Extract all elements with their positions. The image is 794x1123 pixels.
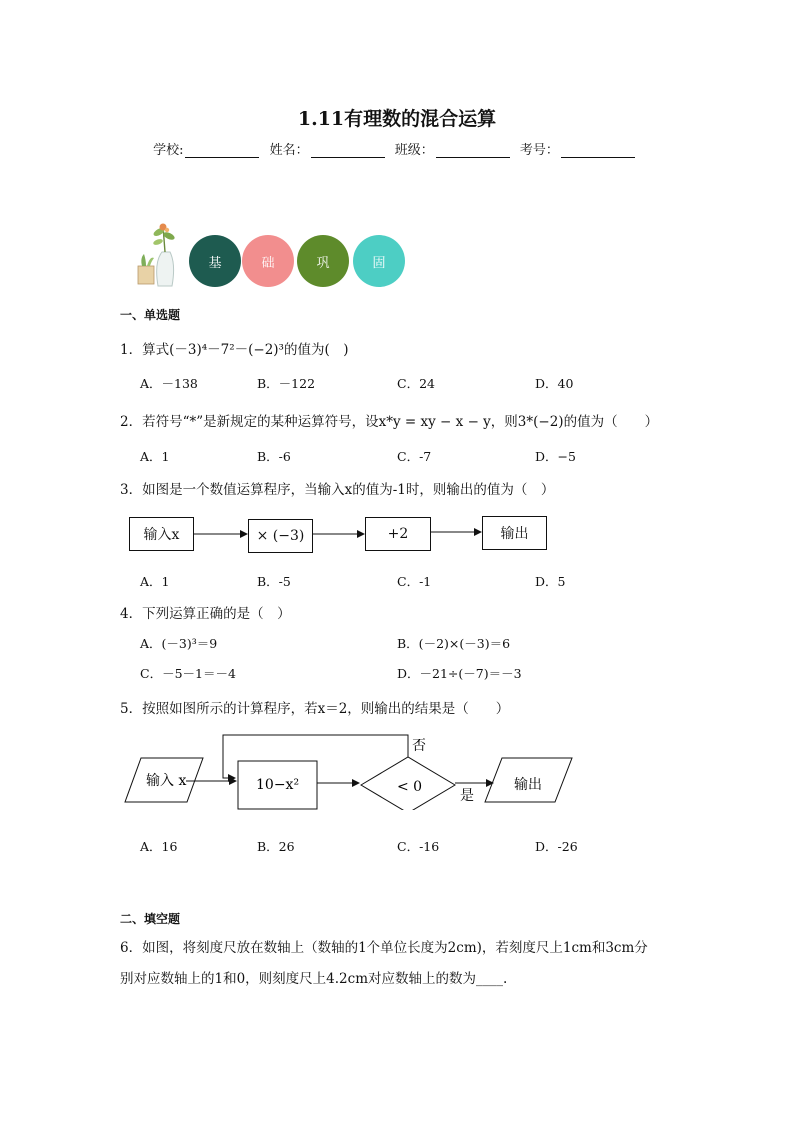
q3-option-a[interactable]: A．1 bbox=[140, 574, 170, 589]
name-label: 姓名： bbox=[269, 143, 309, 158]
q1-option-d[interactable]: D．40 bbox=[535, 376, 574, 391]
section-fill-blank: 二、填空题 bbox=[120, 912, 181, 926]
flow-yes-label: 是 bbox=[460, 788, 474, 804]
flow-compute-label: 10−x² bbox=[256, 777, 300, 793]
q2-option-b[interactable]: B．-6 bbox=[257, 449, 291, 464]
badge-gong: 巩 bbox=[297, 235, 349, 287]
q1-option-a[interactable]: A．－138 bbox=[140, 376, 198, 391]
q5-option-d[interactable]: D．-26 bbox=[535, 839, 578, 854]
q2-option-d[interactable]: D．−5 bbox=[535, 449, 576, 464]
flow-input-box: 输入x bbox=[129, 517, 194, 551]
q4-option-d[interactable]: D．－21÷(－7)＝－3 bbox=[397, 666, 522, 681]
q3-option-b[interactable]: B．-5 bbox=[257, 574, 291, 589]
q1-option-b[interactable]: B．－122 bbox=[257, 376, 316, 391]
plant-vase-icon bbox=[134, 222, 184, 288]
question-6-line1: 6．如图，将刻度尺放在数轴上（数轴的1个单位长度为2cm)，若刻度尺上1cm和3cm分 bbox=[120, 940, 648, 956]
exam-number-blank[interactable] bbox=[561, 144, 635, 158]
flow-output-label: 输出 bbox=[514, 777, 542, 793]
school-label: 学校: bbox=[153, 143, 184, 158]
class-label: 班级： bbox=[394, 143, 434, 158]
page-title: 1.11有理数的混合运算 bbox=[297, 108, 497, 130]
section-single-choice: 一、单选题 bbox=[120, 308, 181, 322]
question-1-stem: 1．算式(－3)⁴－7²－(−2)³的值为( ) bbox=[120, 342, 349, 358]
class-blank[interactable] bbox=[436, 144, 510, 158]
flow-add-box: +2 bbox=[365, 517, 431, 551]
name-blank[interactable] bbox=[311, 144, 385, 158]
q2-option-c[interactable]: C．-7 bbox=[397, 449, 432, 464]
question-3-stem: 3．如图是一个数值运算程序，当输入x的值为-1时，则输出的值为（ ） bbox=[120, 482, 555, 498]
q4-option-a[interactable]: A．(－3)³＝9 bbox=[140, 636, 218, 651]
q3-option-c[interactable]: C．-1 bbox=[397, 574, 432, 589]
school-blank[interactable] bbox=[185, 144, 259, 158]
question-4-stem: 4．下列运算正确的是（ ） bbox=[120, 606, 291, 622]
exam-number-label: 考号： bbox=[519, 143, 559, 158]
flow-input-label: 输入 x bbox=[146, 773, 187, 789]
badge-ji: 基 bbox=[189, 235, 241, 287]
badge-chu: 础 bbox=[242, 235, 294, 287]
q4-option-b[interactable]: B．(－2)×(－3)＝6 bbox=[397, 636, 511, 651]
question-6-line2: 别对应数轴上的1和0，则刻度尺上4.2cm对应数轴上的数为____. bbox=[120, 971, 508, 987]
flow-no-label: 否 bbox=[412, 738, 426, 754]
q2-option-a[interactable]: A．1 bbox=[140, 449, 170, 464]
q5-option-c[interactable]: C．-16 bbox=[397, 839, 440, 854]
q5-option-b[interactable]: B．26 bbox=[257, 839, 295, 854]
q3-option-d[interactable]: D．5 bbox=[535, 574, 566, 589]
flow-arrows bbox=[190, 525, 490, 543]
flow-output-box: 输出 bbox=[482, 516, 547, 550]
q5-option-a[interactable]: A．16 bbox=[140, 839, 178, 854]
flow-condition-label: < 0 bbox=[397, 779, 423, 795]
badge-gu: 固 bbox=[353, 235, 405, 287]
q4-option-c[interactable]: C．－5－1＝－4 bbox=[140, 666, 236, 681]
q5-flowchart bbox=[120, 728, 580, 810]
question-5-stem: 5．按照如图所示的计算程序，若x＝2，则输出的结果是（ ） bbox=[120, 701, 510, 717]
student-info-line bbox=[0, 139, 794, 158]
q1-option-c[interactable]: C．24 bbox=[397, 376, 435, 391]
flow-multiply-box: × (−3) bbox=[248, 519, 313, 553]
question-2-stem: 2．若符号“*”是新规定的某种运算符号，设x*y = xy − x − y，则3*(−2)的值为（ ） bbox=[120, 414, 659, 430]
